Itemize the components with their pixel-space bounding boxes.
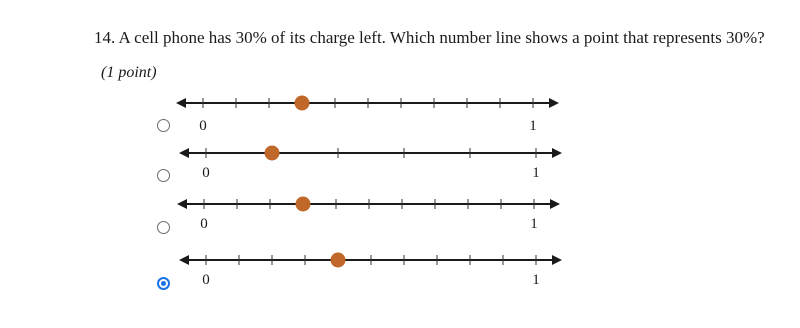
line-4-label-end: 1 [532, 272, 540, 288]
line-3-label-start: 0 [200, 216, 208, 232]
line-4-label-start: 0 [202, 272, 210, 288]
line-4-right-arrow-icon [552, 255, 562, 265]
line-1-label-start: 0 [199, 118, 207, 134]
line-3-label-end: 1 [530, 216, 538, 232]
line-4-left-arrow-icon [179, 255, 189, 265]
line-2-label-end: 1 [532, 165, 540, 181]
line-2-label-start: 0 [202, 165, 210, 181]
line-1-label-end: 1 [529, 118, 537, 134]
line-4-point [331, 253, 346, 268]
question-text: 14. A cell phone has 30% of its charge left. Which number line shows a point that represents 30%? [94, 28, 765, 47]
points-label: (1 point) [101, 64, 157, 81]
